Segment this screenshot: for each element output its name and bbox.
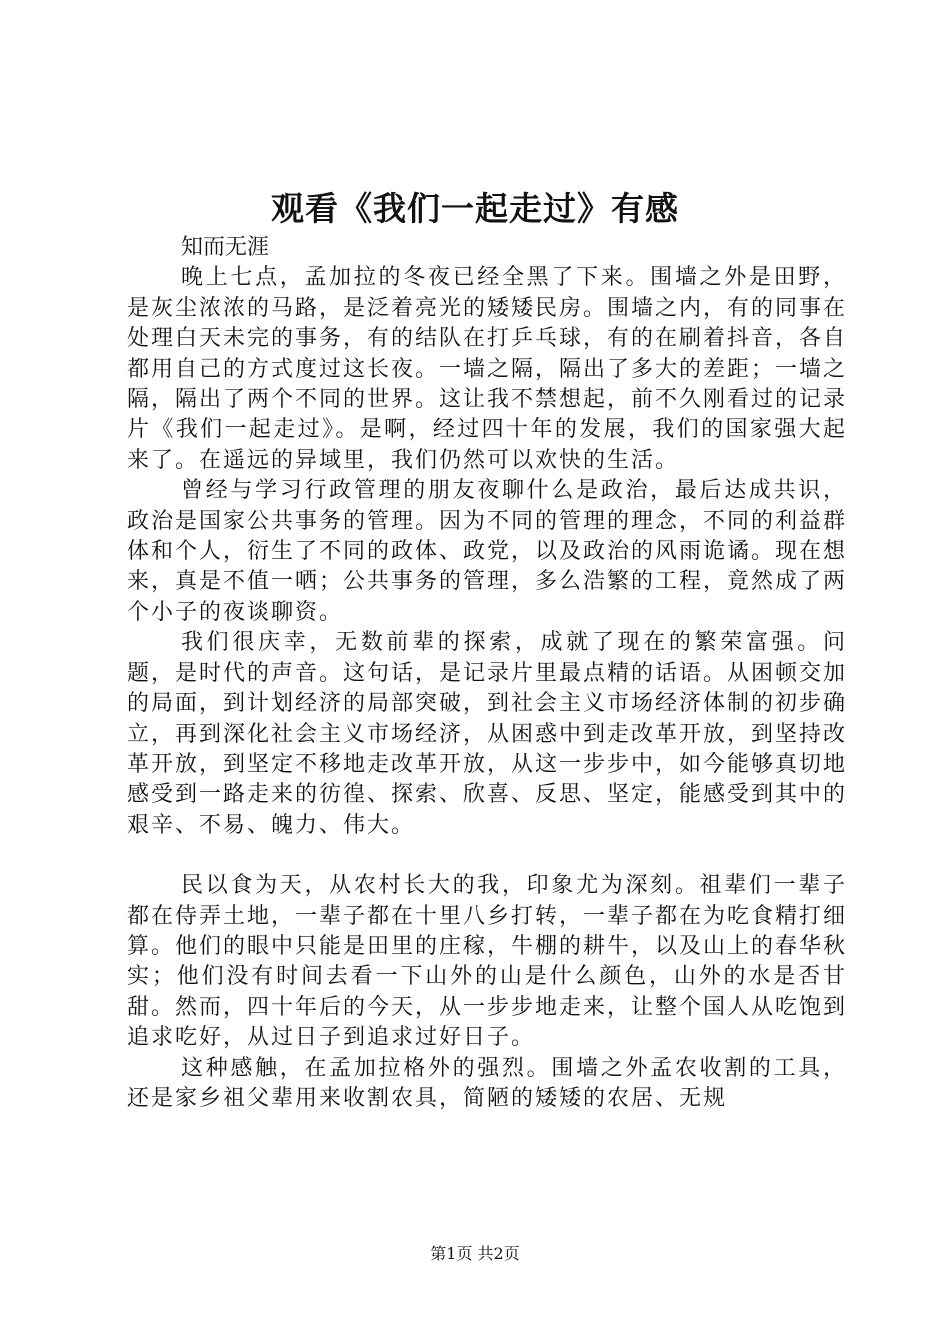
document-title: 观看《我们一起走过》有感 (271, 189, 679, 228)
paragraph: 这种感触，在孟加拉格外的强烈。围墙之外孟农收割的工具，还是家乡祖父辈用来收割农具，简陋的矮矮的农居、无规 (127, 1055, 847, 1111)
paragraph: 我们很庆幸，无数前辈的探索，成就了现在的繁荣富强。问题，是时代的声音。这句话，是记录片里最点精的话语。从困顿交加的局面，到计划经济的局部突破，到社会主义市场经济体制的初步确立，再到深化社会主义市场经济，从困惑中到走改革开放，到坚持改革开放，到坚定不移地走改革开放，从这一步步中，如今能够真切地感受到一路走来的彷徨、探索、欣喜、反思、坚定，能感受到其中的艰辛、不易、魄力、伟大。 (127, 630, 848, 838)
document-body (127, 233, 847, 1114)
paragraph: 民以食为天，从农村长大的我，印象尤为深刻。祖辈们一辈子都在侍弄土地，一辈子都在十里八乡打转，一辈子都在为吃食精打细算。他们的眼中只能是田里的庄稼，牛棚的耕牛，以及山上的春华秋实；他们没有时间去看一下山外的山是什么颜色，山外的水是否甘甜。然而，四十年后的今天，从一步步地走来，让整个国人从吃饱到追求吃好，从过日子到追求过好日子。 (127, 873, 848, 1051)
paragraph: 晚上七点，孟加拉的冬夜已经全黑了下来。围墙之外是田野，是灰尘浓浓的马路，是泛着亮光的矮矮民房。围墙之内，有的同事在处理白天未完的事务，有的结队在打乒乓球，有的在刷着抖音，各自都用自己的方式度过这长夜。一墙之隔，隔出了多大的差距；一墙之隔，隔出了两个不同的世界。这让我不禁想起，前不久刚看过的记录片《我们一起走过》。是啊，经过四十年的发展，我们的国家强大起来了。在遥远的异域里，我们仍然可以欢快的生活。 (127, 265, 848, 473)
author-name: 知而无涯 (181, 235, 270, 260)
page-footer: 第1页 共2页 (430, 1244, 520, 1263)
paragraph: 曾经与学习行政管理的朋友夜聊什么是政治，最后达成共识，政治是国家公共事务的管理。因为不同的管理的理念，不同的利益群体和个人，衍生了不同的政体、政党，以及政治的风雨诡谲。现在想来，真是不值一哂；公共事务的管理，多么浩繁的工程，竟然成了两个小子的夜谈聊资。 (127, 478, 848, 625)
